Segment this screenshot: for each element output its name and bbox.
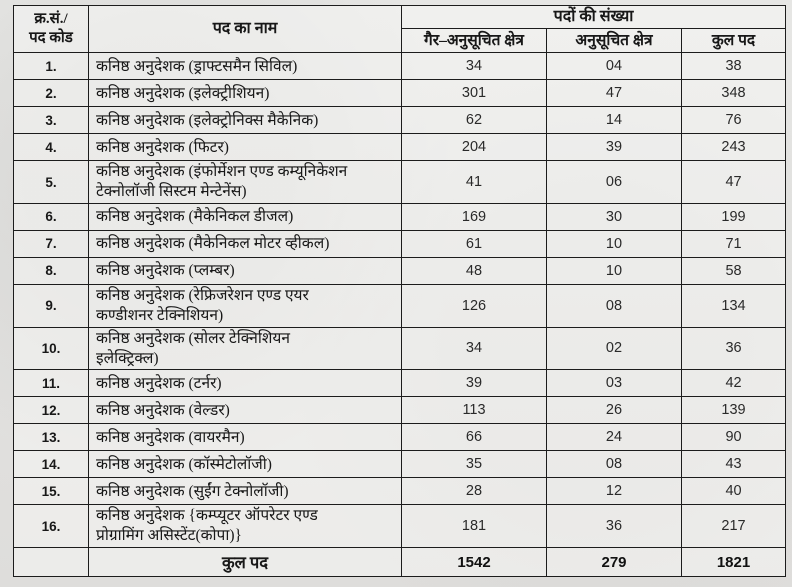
header-post-name: पद का नाम [89, 6, 402, 53]
row-serial: 13. [14, 424, 89, 451]
row-total-value: 71 [682, 231, 786, 258]
header-row-group [14, 6, 786, 29]
table-row [14, 258, 786, 285]
row-serial: 4. [14, 134, 89, 161]
row-non-scheduled-value: 48 [402, 258, 547, 285]
row-scheduled-value: 10 [547, 258, 682, 285]
row-total-value: 348 [682, 80, 786, 107]
row-total-value: 42 [682, 370, 786, 397]
row-total-value: 36 [682, 327, 786, 370]
row-post-name [89, 204, 402, 231]
row-scheduled-value: 30 [547, 204, 682, 231]
row-total-value: 243 [682, 134, 786, 161]
row-post-name [89, 397, 402, 424]
row-scheduled-value: 26 [547, 397, 682, 424]
row-serial: 14. [14, 451, 89, 478]
post-name-line1: कनिष्ठ अनुदेशक {कम्प्यूटर ऑपरेटर एण्ड [96, 507, 318, 525]
row-non-scheduled-value: 34 [402, 53, 547, 80]
post-name-line1: कनिष्ठ अनुदेशक (इलेक्ट्रोनिक्स मैकेनिक) [96, 111, 319, 129]
row-non-scheduled-value: 126 [402, 285, 547, 328]
total-posts-value: 1821 [682, 548, 786, 577]
post-name-line1: कनिष्ठ अनुदेशक (इलेक्ट्रीशियन) [96, 84, 270, 102]
row-total-value: 43 [682, 451, 786, 478]
row-non-scheduled-value: 35 [402, 451, 547, 478]
row-total-value: 134 [682, 285, 786, 328]
row-total-value: 76 [682, 107, 786, 134]
post-name-line1: कनिष्ठ अनुदेशक (वायरमैन) [96, 428, 245, 446]
post-name-line1: कनिष्ठ अनुदेशक (सोलर टेक्निशियन [96, 329, 290, 347]
row-post-name [89, 370, 402, 397]
table-row [14, 397, 786, 424]
row-non-scheduled-value: 61 [402, 231, 547, 258]
post-name-line1: कनिष्ठ अनुदेशक (रेफ्रिजरेशन एण्ड एयर [96, 287, 309, 305]
table-row [14, 134, 786, 161]
row-serial: 1. [14, 53, 89, 80]
table-row [14, 80, 786, 107]
table-row [14, 505, 786, 548]
row-serial: 16. [14, 505, 89, 548]
post-name-line1: कनिष्ठ अनुदेशक (टर्नर) [96, 374, 222, 392]
row-total-value: 217 [682, 505, 786, 548]
table-row [14, 451, 786, 478]
row-non-scheduled-value: 66 [402, 424, 547, 451]
row-serial: 12. [14, 397, 89, 424]
row-post-name [89, 161, 402, 204]
row-total-value: 199 [682, 204, 786, 231]
row-post-name [89, 327, 402, 370]
row-scheduled-value: 36 [547, 505, 682, 548]
row-scheduled-value: 47 [547, 80, 682, 107]
post-name-line1: कनिष्ठ अनुदेशक (फिटर) [96, 138, 229, 156]
row-total-value: 47 [682, 161, 786, 204]
vacancy-table [13, 5, 786, 577]
row-non-scheduled-value: 62 [402, 107, 547, 134]
post-name-line1: कनिष्ठ अनुदेशक (इंफोर्मेशन एण्ड कम्यूनिकेशन [96, 163, 348, 181]
post-name-line1: कनिष्ठ अनुदेशक (कॉस्मेटोलॉजी) [96, 455, 272, 473]
row-total-value: 40 [682, 478, 786, 505]
row-serial: 15. [14, 478, 89, 505]
total-label: कुल पद [89, 548, 402, 577]
total-scheduled-value: 279 [547, 548, 682, 577]
row-serial: 5. [14, 161, 89, 204]
table-row [14, 204, 786, 231]
post-name-line1: कनिष्ठ अनुदेशक (ड्राफ्टसमैन सिविल) [96, 57, 298, 75]
table-footer [14, 548, 786, 577]
table-row [14, 53, 786, 80]
post-name-line2: इलेक्ट्रिक्ल) [96, 349, 159, 367]
row-non-scheduled-value: 39 [402, 370, 547, 397]
table-row [14, 478, 786, 505]
row-scheduled-value: 08 [547, 285, 682, 328]
row-serial: 9. [14, 285, 89, 328]
table-row [14, 370, 786, 397]
row-total-value: 58 [682, 258, 786, 285]
row-scheduled-value: 04 [547, 53, 682, 80]
post-name-line2: कण्डीशनर टेक्निशियन) [96, 306, 224, 324]
row-post-name [89, 231, 402, 258]
row-post-name [89, 258, 402, 285]
row-post-name [89, 424, 402, 451]
row-scheduled-value: 03 [547, 370, 682, 397]
row-post-name [89, 478, 402, 505]
table-body [14, 53, 786, 548]
row-non-scheduled-value: 41 [402, 161, 547, 204]
row-scheduled-value: 06 [547, 161, 682, 204]
row-serial: 2. [14, 80, 89, 107]
post-name-line1: कनिष्ठ अनुदेशक (प्लम्बर) [96, 262, 235, 280]
row-scheduled-value: 02 [547, 327, 682, 370]
post-name-line1: कनिष्ठ अनुदेशक (सुईंग टेक्नोलॉजी) [96, 482, 289, 500]
header-serial-postcode [14, 6, 89, 53]
row-serial: 8. [14, 258, 89, 285]
post-name-line1: कनिष्ठ अनुदेशक (मैकेनिकल मोटर व्हीकल) [96, 235, 330, 253]
row-serial: 7. [14, 231, 89, 258]
row-non-scheduled-value: 169 [402, 204, 547, 231]
row-non-scheduled-value: 28 [402, 478, 547, 505]
row-scheduled-value: 14 [547, 107, 682, 134]
table-row [14, 327, 786, 370]
row-scheduled-value: 39 [547, 134, 682, 161]
table-header [14, 6, 786, 53]
row-scheduled-value: 10 [547, 231, 682, 258]
row-non-scheduled-value: 204 [402, 134, 547, 161]
table-row [14, 161, 786, 204]
row-post-name [89, 505, 402, 548]
table-row [14, 107, 786, 134]
row-post-name [89, 285, 402, 328]
row-post-name [89, 107, 402, 134]
header-total-posts: कुल पद [682, 29, 786, 53]
row-non-scheduled-value: 34 [402, 327, 547, 370]
row-non-scheduled-value: 181 [402, 505, 547, 548]
header-posts-count-group: पदों की संख्या [402, 6, 786, 29]
row-serial: 3. [14, 107, 89, 134]
total-serial-blank [14, 548, 89, 577]
header-scheduled-area: अनुसूचित क्षेत्र [547, 29, 682, 53]
post-name-line2: टेक्नोलॉजी सिस्टम मेन्टेनेंस) [96, 183, 247, 201]
total-row [14, 548, 786, 577]
row-post-name [89, 451, 402, 478]
row-non-scheduled-value: 113 [402, 397, 547, 424]
row-serial: 10. [14, 327, 89, 370]
header-serial-line1: क्र.सं./ [34, 11, 68, 28]
post-name-line1: कनिष्ठ अनुदेशक (मैकेनिकल डीजल) [96, 208, 294, 226]
row-post-name [89, 80, 402, 107]
post-name-line2: प्रोग्रामिंग असिस्टेंट(कोपा)} [96, 527, 242, 545]
row-total-value: 139 [682, 397, 786, 424]
row-total-value: 90 [682, 424, 786, 451]
table-row [14, 424, 786, 451]
total-non-scheduled-value: 1542 [402, 548, 547, 577]
row-post-name [89, 53, 402, 80]
post-name-line1: कनिष्ठ अनुदेशक (वेल्डर) [96, 401, 230, 419]
header-serial-line2: पद कोड [29, 30, 73, 47]
row-post-name [89, 134, 402, 161]
table-row [14, 285, 786, 328]
row-serial: 6. [14, 204, 89, 231]
table-row [14, 231, 786, 258]
row-non-scheduled-value: 301 [402, 80, 547, 107]
row-scheduled-value: 08 [547, 451, 682, 478]
row-scheduled-value: 12 [547, 478, 682, 505]
row-scheduled-value: 24 [547, 424, 682, 451]
row-serial: 11. [14, 370, 89, 397]
row-total-value: 38 [682, 53, 786, 80]
header-non-scheduled-area: गैर–अनुसूचित क्षेत्र [402, 29, 547, 53]
